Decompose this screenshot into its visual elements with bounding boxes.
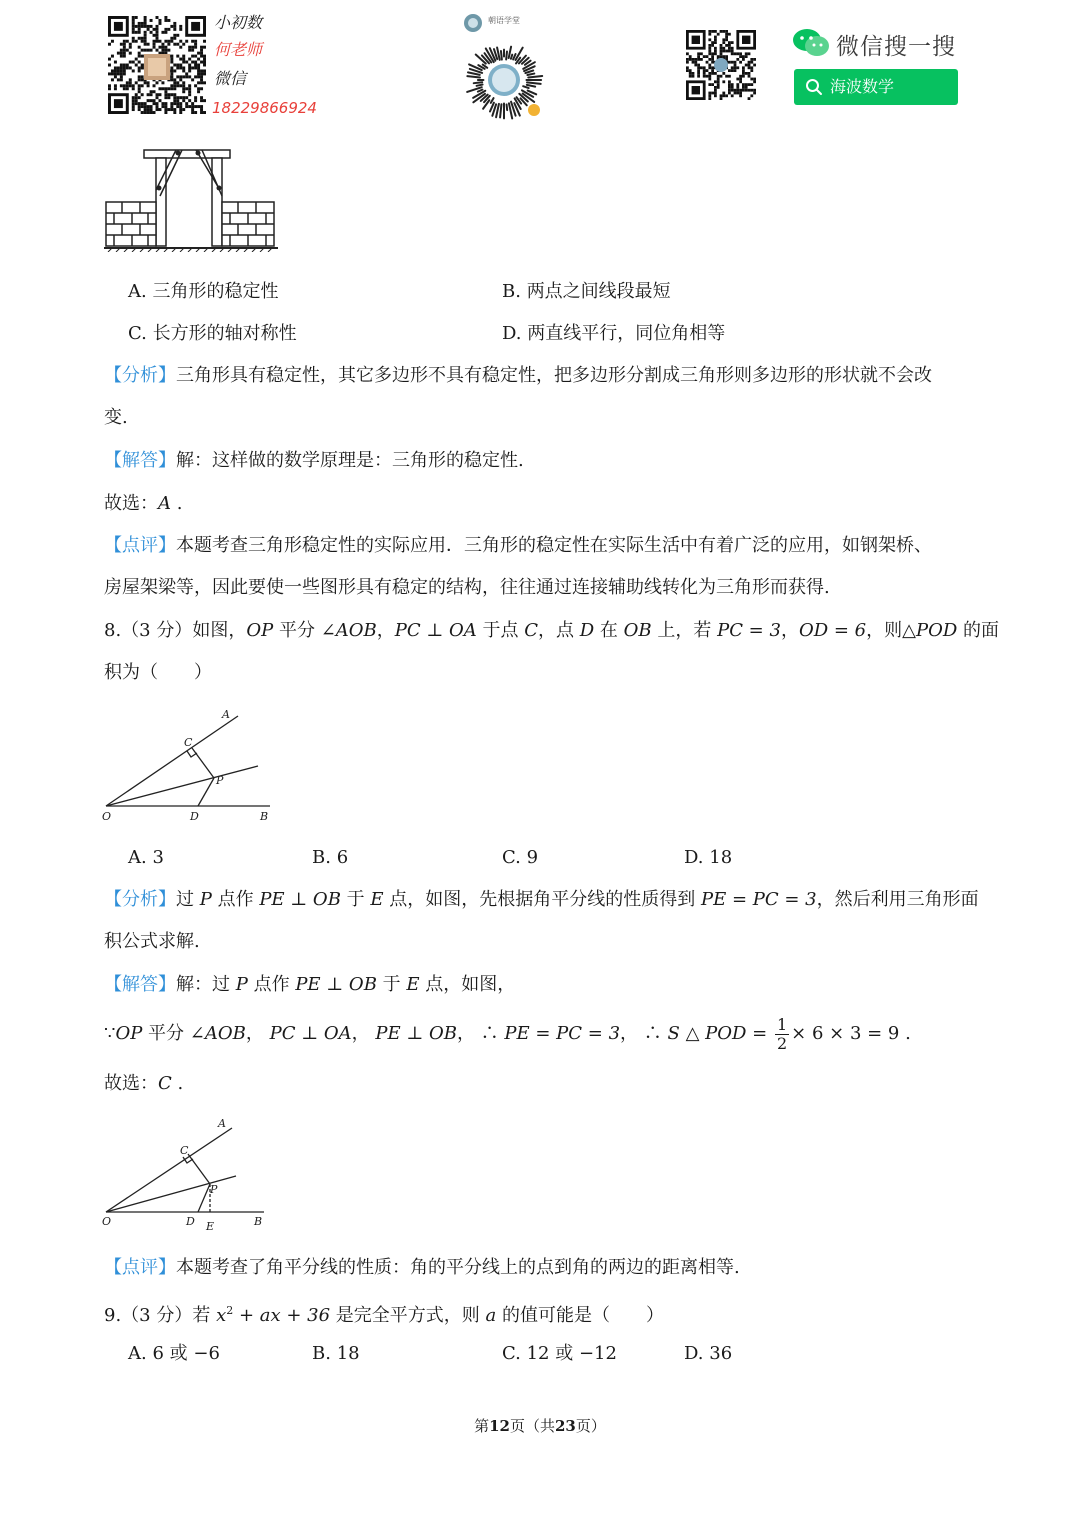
wechat-search-title: 微信搜一搜	[836, 34, 956, 60]
account-qr-code	[686, 30, 756, 100]
wechat-logo-icon	[792, 28, 830, 58]
page-total: 23	[555, 1417, 576, 1435]
search-icon	[805, 78, 823, 96]
label-c: C	[184, 736, 193, 749]
label-a: A	[218, 1117, 226, 1130]
q8-analysis-line2: 积公式求解.	[104, 931, 200, 952]
q8-analysis-line1: 【分析】过 P 点作 PE ⊥ OB 于 E 点，如图，先根据角平分线的性质得到 PE = PC = 3，然后利用三角形面	[104, 889, 979, 910]
label-p: P	[216, 774, 224, 787]
contact-name-line2: 何老师	[214, 40, 263, 59]
review-tag: 【点评】	[104, 1257, 176, 1278]
label-d: D	[186, 1215, 195, 1228]
label-a: A	[222, 708, 230, 721]
q9-option-c[interactable]: C. 12 或 −12	[502, 1343, 617, 1364]
q9-option-a[interactable]: A. 6 或 −6	[128, 1343, 220, 1364]
page-number: 12	[489, 1417, 510, 1435]
wechat-search-button[interactable]	[794, 69, 958, 105]
wechat-search-term: 海波数学	[830, 77, 895, 96]
review-tag: 【点评】	[104, 535, 176, 556]
q7-answer: 【解答】解：这样做的数学原理是：三角形的稳定性.	[104, 450, 524, 471]
q8-option-a[interactable]: A. 3	[128, 847, 164, 868]
mini-program-code	[462, 38, 546, 122]
analysis-tag: 【分析】	[104, 365, 176, 386]
q8-figure-angle	[100, 704, 280, 824]
label-o: O	[102, 1215, 112, 1228]
q8-option-c[interactable]: C. 9	[502, 847, 539, 868]
q8-proof: ∵OP 平分 ∠AOB， PC ⊥ OA， PE ⊥ OB， ∴ PE = PC = 3， ∴ S △ POD = $\frac{1}{2}$ × 6 × 3 = 9 .	[104, 1014, 911, 1053]
q8-review: 【点评】本题考查了角平分线的性质：角的平分线上的点到角的两边的距离相等.	[104, 1257, 740, 1278]
q8-stem-line1: 8.（3 分）如图，OP 平分 ∠AOB，PC ⊥ OA 于点 C，点 D 在 OB 上，若 PC = 3，OD = 6，则△POD 的面	[104, 620, 1000, 641]
label-d: D	[190, 810, 199, 823]
answer-tag: 【解答】	[104, 450, 176, 471]
contact-qr-code	[108, 16, 206, 114]
q8-stem-line2: 积为（ ）	[104, 662, 212, 683]
fraction-one-half: $\frac{1}{2}$	[776, 1014, 788, 1053]
answer-tag: 【解答】	[104, 974, 176, 995]
q7-review-line1: 【点评】本题考查三角形稳定性的实际应用．三角形的稳定性在实际生活中有着广泛的应用，如钢架桥、	[104, 535, 932, 556]
label-b: B	[254, 1215, 263, 1228]
q7-review-line2: 房屋架梁等，因此要使一些图形具有稳定的结构，往往通过连接辅助线转化为三角形而获得.	[104, 577, 830, 598]
page-footer: 第12页（共23页）	[474, 1417, 606, 1435]
label-b: B	[260, 810, 269, 823]
q7-analysis-line2: 变.	[104, 407, 128, 428]
q9-option-d[interactable]: D. 36	[684, 1343, 733, 1364]
q8-option-b[interactable]: B. 6	[312, 847, 349, 868]
q8-answer: 【解答】解：过 P 点作 PE ⊥ OB 于 E 点，如图，	[104, 974, 516, 995]
q8-choice: 故选：C .	[104, 1073, 184, 1094]
q9-stem: 9.（3 分）若 $x^2$ + ax + 36 是完全平方式，则 a 的值可能是（ ）	[104, 1304, 664, 1326]
q8-option-d[interactable]: D. 18	[684, 847, 733, 868]
q7-option-c[interactable]: C. 长方形的轴对称性	[128, 323, 297, 344]
q7-option-b[interactable]: B. 两点之间线段最短	[502, 281, 671, 302]
contact-phone: 18229866924	[212, 99, 317, 117]
contact-name-line1: 小初数	[214, 13, 263, 32]
label-c: C	[180, 1144, 189, 1157]
q7-option-d[interactable]: D. 两直线平行，同位角相等	[502, 323, 726, 344]
contact-name-line3: 微信	[214, 69, 247, 88]
mini-program-label: 朝语学堂	[488, 16, 520, 25]
label-p: P	[210, 1183, 218, 1196]
mini-program-avatar-icon	[463, 13, 483, 33]
label-e: E	[206, 1220, 215, 1233]
label-o: O	[102, 810, 112, 823]
q7-option-a[interactable]: A. 三角形的稳定性	[128, 281, 279, 302]
q7-analysis-line1: 【分析】三角形具有稳定性，其它多边形不具有稳定性，把多边形分割成三角形则多边形的形状就不会改	[104, 365, 932, 386]
q7-choice: 故选：A .	[104, 493, 183, 514]
q9-option-b[interactable]: B. 18	[312, 1343, 360, 1364]
gate-figure	[104, 146, 278, 252]
analysis-tag: 【分析】	[104, 889, 176, 910]
q8-figure-solution	[100, 1114, 280, 1236]
